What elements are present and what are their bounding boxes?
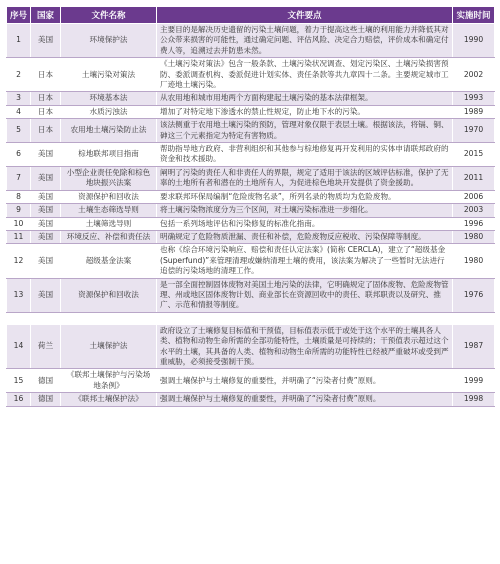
table-row (7, 230, 495, 243)
cell-country: 美国 (31, 190, 61, 203)
cell-points: 包括一系列场地评估和污染修复的标准化指南。 (157, 217, 453, 230)
cell-no: 14 (7, 325, 31, 369)
table-row (7, 105, 495, 118)
cell-name: 水质污浊法 (61, 105, 157, 118)
cell-year: 1980 (453, 244, 495, 278)
header-points: 文件要点 (157, 7, 453, 24)
cell-no: 12 (7, 244, 31, 278)
table-row (7, 119, 495, 143)
cell-points: 《土壤污染对策法》包含一般条款、土壤污染状况调查、划定污染区、土壤污染损害预防、委派调查机构、委派促进计划实体、责任条款等共九章四十二条。主要规定城市工厂迹地土壤污染。 (157, 58, 453, 92)
cell-name: 环境反应、补偿和责任法 (61, 230, 157, 243)
table-row (7, 58, 495, 92)
cell-no: 13 (7, 278, 31, 312)
cell-name: 环境保护法 (61, 24, 157, 58)
cell-country: 日本 (31, 58, 61, 92)
cell-no: 11 (7, 230, 31, 243)
cell-points: 帮助指导地方政府、非营利组织和其他参与棕地修复再开发利用的实体申请联邦政府的资金和技术援助。 (157, 143, 453, 167)
cell-no: 3 (7, 92, 31, 105)
cell-year: 1987 (453, 325, 495, 369)
cell-no: 4 (7, 105, 31, 118)
table-row (7, 204, 495, 217)
header-name: 文件名称 (61, 7, 157, 24)
cell-country: 荷兰 (31, 325, 61, 369)
cell-points: 该法侧重于农用地土壤污染的预防，管理对象仅限于表层土壤。根据该法，将镉、铜、砷这三个元素指定为特定有害物质。 (157, 119, 453, 143)
cell-name: 《联邦土壤保护与污染场地条例》 (61, 369, 157, 393)
cell-year: 1970 (453, 119, 495, 143)
cell-country: 美国 (31, 217, 61, 230)
cell-no: 2 (7, 58, 31, 92)
cell-name: 《联邦土壤保护法》 (61, 393, 157, 406)
table-gap (6, 313, 494, 325)
table-row (7, 325, 495, 369)
cell-name: 超级基金法案 (61, 244, 157, 278)
cell-year: 1976 (453, 278, 495, 312)
table-body (7, 24, 495, 313)
policy-table-container (6, 6, 494, 407)
cell-points: 要求联邦环保局编制“危险废物名录”，所列名录的物质均为危险废物。 (157, 190, 453, 203)
cell-points: 也称《综合环境污染响应、赔偿和责任认定法案》(简称 CERCLA)，建立了“超级基金(Superfund)”来管理清理或嫌纳清理土壤的费用，该法案为解决了一些暂时无法进行追偿的污染场地的清理工作。 (157, 244, 453, 278)
cell-name: 土壤筛选导则 (61, 217, 157, 230)
cell-year: 2006 (453, 190, 495, 203)
cell-points: 强调土壤保护与土壤修复的重要性，并明确了“污染者付费”原则。 (157, 393, 453, 406)
table-row (7, 143, 495, 167)
cell-country: 美国 (31, 166, 61, 190)
cell-no: 16 (7, 393, 31, 406)
cell-year: 2002 (453, 58, 495, 92)
cell-year: 1980 (453, 230, 495, 243)
cell-points: 强调土壤保护与土壤修复的重要性，并明确了“污染者付费”原则。 (157, 369, 453, 393)
header-no: 序号 (7, 7, 31, 24)
cell-points: 从农用地和城市用地两个方面构建起土壤污染的基本法律框架。 (157, 92, 453, 105)
cell-points: 增加了对特定地下渗透水的禁止性规定，防止地下水的污染。 (157, 105, 453, 118)
cell-name: 小型企业责任免除和棕色地块振兴法案 (61, 166, 157, 190)
header-year: 实施时间 (453, 7, 495, 24)
cell-no: 5 (7, 119, 31, 143)
table-row (7, 393, 495, 406)
cell-no: 1 (7, 24, 31, 58)
table-row (7, 190, 495, 203)
cell-country: 德国 (31, 369, 61, 393)
cell-points: 主要目的是解决历史遗留的污染土壤问题，着力于提高这些土壤的利用能力并降低其对公众带来损害的可能性，通过确定问题、评估风险、决定合力赔偿，评价成本和确定付费人等，追溯过去并防患未然。 (157, 24, 453, 58)
cell-name: 棕地联邦项目指南 (61, 143, 157, 167)
cell-year: 1999 (453, 369, 495, 393)
table-row (7, 369, 495, 393)
cell-country: 日本 (31, 92, 61, 105)
cell-country: 日本 (31, 119, 61, 143)
cell-name: 土壤保护法 (61, 325, 157, 369)
cell-year: 1996 (453, 217, 495, 230)
table-row (7, 166, 495, 190)
cell-points: 阐明了污染的责任人和非责任人的界限，规定了适用于该法的区域评估标准，保护了无辜的土地所有者和潜在的土地所有人，为促进棕色地块开发提供了资金援助。 (157, 166, 453, 190)
cell-name: 土壤污染对策法 (61, 58, 157, 92)
cell-country: 美国 (31, 204, 61, 217)
cell-points: 将土壤污染物浓度分为三个区间，对土壤污染标准进一步细化。 (157, 204, 453, 217)
cell-no: 15 (7, 369, 31, 393)
table-row (7, 217, 495, 230)
cell-name: 资源保护和回收法 (61, 278, 157, 312)
cell-points: 是一部全面控制固体废物对美国土地污染的法律，它明确规定了固体废物、危险废物管理、州或地区固体废物计划、商业部长在资源回收中的责任、联邦职责以及研究、推广、示范和情报等制度。 (157, 278, 453, 312)
table-header-row (7, 7, 495, 24)
cell-points: 政府设立了土壤修复目标值和干预值，目标值表示低于或处于这个水平的土壤具各人类、植物和动物生命所需的全部功能特性，土壤质量是可持续的；干预值表示超过这个水平的土壤，其具备的人类、植物和动物生命所需的功能特性已经被严重破坏或受到严重威胁，必须接受强制干预。 (157, 325, 453, 369)
cell-year: 2011 (453, 166, 495, 190)
table-row (7, 244, 495, 278)
cell-no: 9 (7, 204, 31, 217)
cell-year: 1993 (453, 92, 495, 105)
cell-country: 美国 (31, 278, 61, 312)
cell-country: 美国 (31, 244, 61, 278)
cell-year: 2003 (453, 204, 495, 217)
table-row (7, 92, 495, 105)
cell-points: 明确规定了危险物质泄漏、责任和补偿，危险废物反应税收、污染保障等制度。 (157, 230, 453, 243)
cell-name: 资源保护和回收法 (61, 190, 157, 203)
cell-name: 土壤生态筛选导则 (61, 204, 157, 217)
cell-country: 美国 (31, 24, 61, 58)
cell-country: 美国 (31, 230, 61, 243)
table-row (7, 24, 495, 58)
header-country: 国家 (31, 7, 61, 24)
cell-country: 德国 (31, 393, 61, 406)
cell-name: 农用地土壤污染防止法 (61, 119, 157, 143)
cell-country: 日本 (31, 105, 61, 118)
cell-country: 美国 (31, 143, 61, 167)
table-row (7, 278, 495, 312)
cell-no: 6 (7, 143, 31, 167)
cell-no: 10 (7, 217, 31, 230)
cell-year: 1989 (453, 105, 495, 118)
cell-year: 1990 (453, 24, 495, 58)
cell-no: 8 (7, 190, 31, 203)
policy-table-continued (6, 325, 495, 407)
cell-year: 1998 (453, 393, 495, 406)
policy-table (6, 6, 495, 313)
cell-name: 环境基本法 (61, 92, 157, 105)
cell-no: 7 (7, 166, 31, 190)
table-body-continued (7, 325, 495, 406)
cell-year: 2015 (453, 143, 495, 167)
